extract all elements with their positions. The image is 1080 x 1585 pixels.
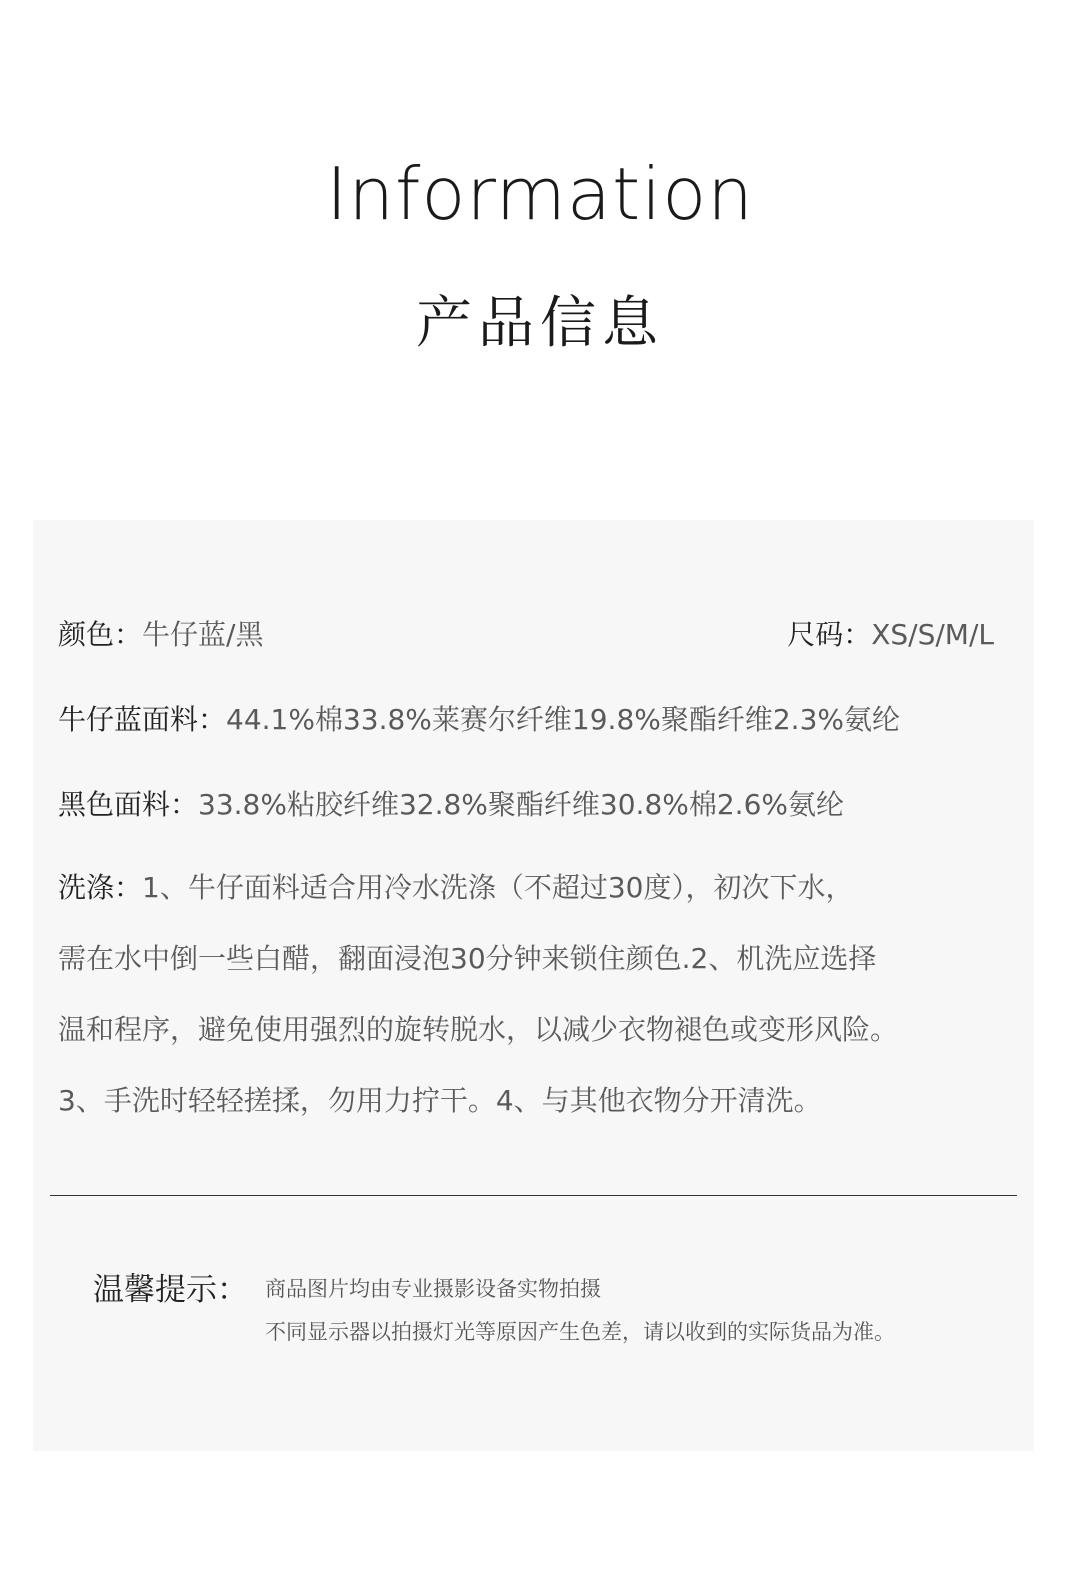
tip-line: 商品图片均由专业摄影设备实物拍摄 — [265, 1277, 601, 1301]
title-chinese: 产品信息 — [416, 291, 664, 356]
washing-text: 1、牛仔面料适合用冷水洗涤（不超过30度），初次下水， — [142, 871, 854, 904]
washing-line — [58, 852, 1018, 923]
black-fabric-label: 黑色面料： — [58, 788, 199, 821]
section-divider — [50, 1195, 1017, 1196]
washing-instructions — [58, 852, 1018, 1136]
color-label: 颜色： — [58, 618, 143, 651]
color-value: 牛仔蓝/黑 — [142, 618, 264, 651]
washing-line: 3、手洗时轻轻搓揉，勿用力拧干。4、与其他衣物分开清洗。 — [58, 1084, 822, 1117]
denim-fabric-label: 牛仔蓝面料： — [58, 703, 227, 736]
title-english: Information — [326, 152, 754, 236]
tips-label: 温馨提示： — [93, 1272, 248, 1308]
black-fabric-value: 33.8%粘胶纤维32.8%聚酯纤维30.8%棉2.6%氨纶 — [198, 788, 844, 821]
black-fabric-row — [58, 788, 844, 822]
size-row — [787, 618, 994, 652]
tip-line: 不同显示器以拍摄灯光等原因产生色差，请以收到的实际货品为准。 — [265, 1320, 895, 1344]
washing-label: 洗涤： — [58, 871, 143, 904]
tips-text — [265, 1268, 895, 1354]
size-value: XS/S/M/L — [871, 618, 994, 651]
info-panel — [33, 520, 1034, 1451]
denim-fabric-value: 44.1%棉33.8%莱赛尔纤维19.8%聚酯纤维2.3%氨纶 — [226, 703, 900, 736]
washing-line: 温和程序，避免使用强烈的旋转脱水，以减少衣物褪色或变形风险。 — [58, 1013, 899, 1046]
size-label: 尺码： — [787, 618, 872, 651]
washing-line: 需在水中倒一些白醋，翻面浸泡30分钟来锁住颜色.2、机洗应选择 — [58, 942, 877, 975]
color-row — [58, 618, 263, 652]
denim-fabric-row — [58, 703, 900, 737]
